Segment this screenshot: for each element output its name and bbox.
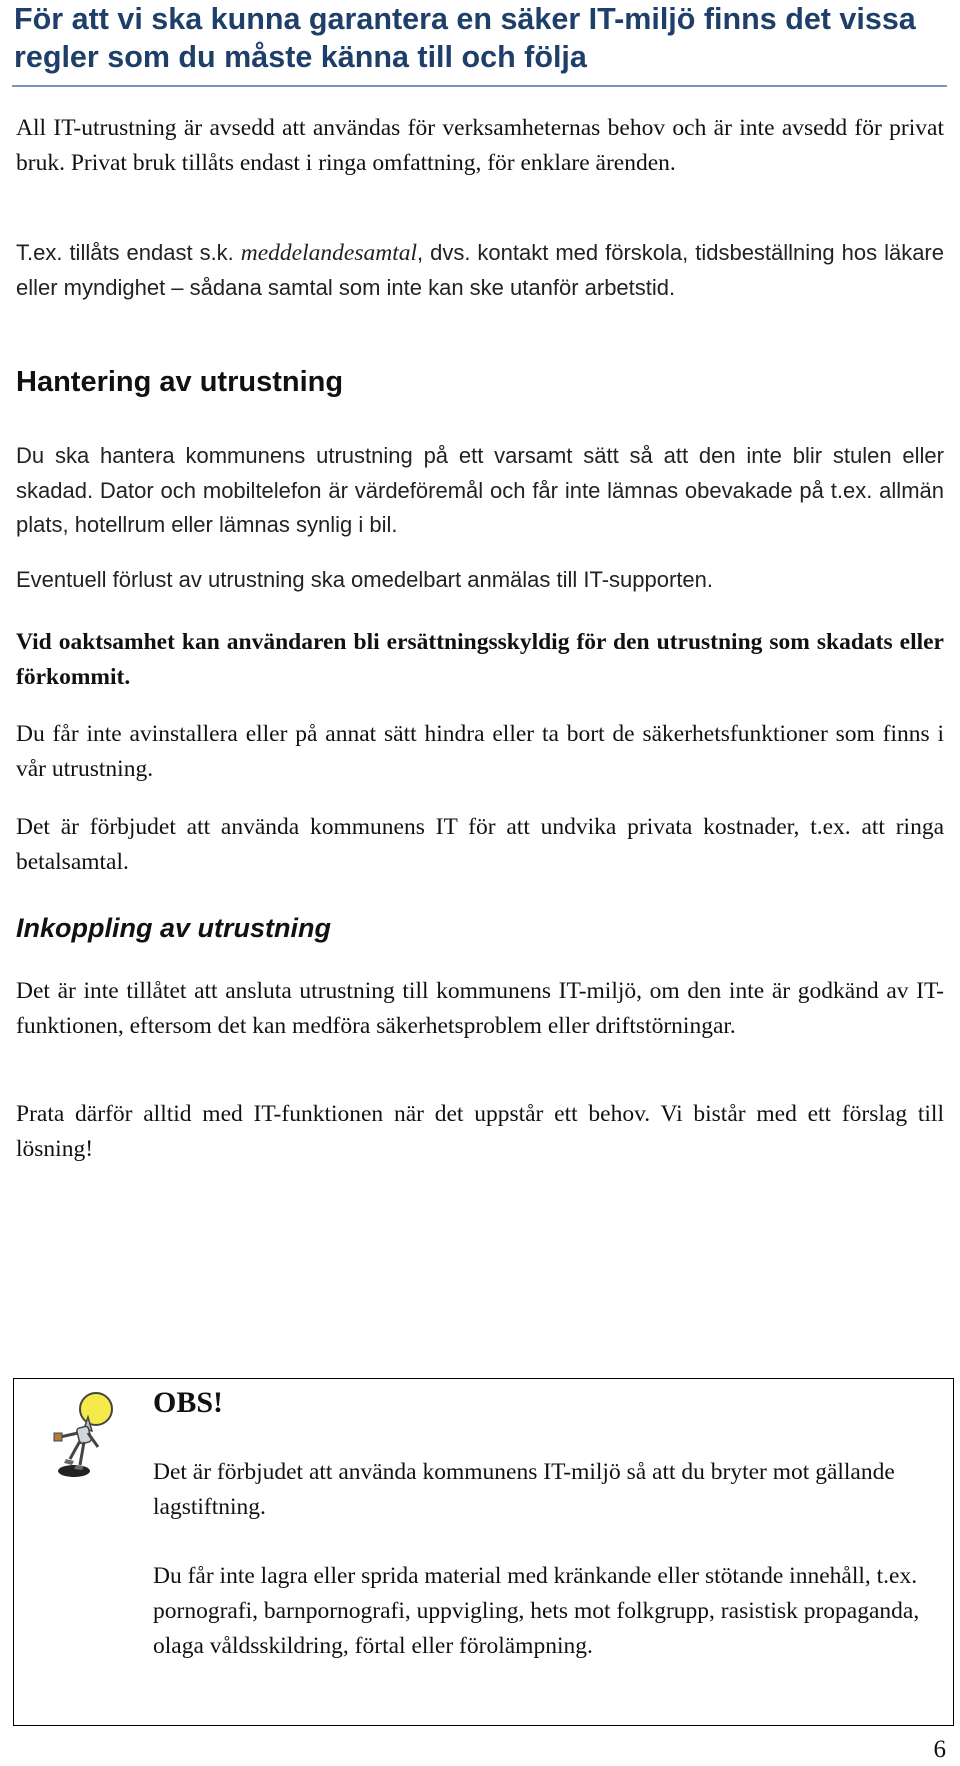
obs-offensive-content-paragraph: Du får inte lagra eller sprida material med kränkande eller stötande innehåll, t.ex. pornografi, barnpornografi, uppvigling, hets mot folkgrupp, rasistisk propaganda, olaga våldsskildring, förtal eller förolämpning. <box>153 1563 920 1659</box>
example-text-start: T.ex. tillåts endast s.k. <box>16 240 241 265</box>
intro-paragraph: All IT-utrustning är avsedd att användas för verksamheternas behov och är inte avsedd för privat bruk. Privat bruk tillåts endast i ringa omfattning, för enklare ärenden. <box>16 115 944 176</box>
page-number: 6 <box>933 1736 946 1763</box>
handling-paragraph: Du ska hantera kommunens utrustning på ett varsamt sätt så att den inte blir stulen eller skadad. Dator och mobiltelefon är värdeföremål och får inte lämnas obevakade på t.ex. allmän plats, hotellrum eller lämnas synlig i bil. <box>16 443 944 537</box>
liability-paragraph: Vid oaktsamhet kan användaren bli ersättningsskyldig för den utrustning som skadats eller förkommit. <box>16 629 944 690</box>
obs-heading: OBS! <box>153 1386 224 1419</box>
obs-notice-box <box>13 1378 954 1726</box>
loss-report-paragraph: Eventuell förlust av utrustning ska omedelbart anmälas till IT-supporten. <box>16 567 714 592</box>
title-divider <box>12 85 947 87</box>
private-costs-paragraph: Det är förbjudet att använda kommunens IT för att undvika privata kostnader, t.ex. att ringa betalsamtal. <box>16 814 944 875</box>
contact-it-paragraph: Prata därför alltid med IT-funktionen när det uppstår ett behov. Vi bistår med ett förslag till lösning! <box>16 1101 944 1162</box>
obs-law-paragraph: Det är förbjudet att använda kommunens IT-miljö så att du bryter mot gällande lagstiftning. <box>153 1459 895 1520</box>
example-text-end: , dvs. kontakt med förskola, tidsbeställning hos läkare eller myndighet – sådana samtal som inte kan ske utanför arbetstid. <box>16 240 944 300</box>
page-title: För att vi ska kunna garantera en säker IT-miljö finns det vissa regler som du måste känna till och följa <box>14 2 916 74</box>
connecting-paragraph: Det är inte tillåtet att ansluta utrustning till kommunens IT-miljö, om den inte är godkänd av IT-funktionen, eftersom det kan medföra säkerhetsproblem eller driftstörningar. <box>16 978 944 1039</box>
example-italic-term: meddelandesamtal <box>240 240 417 266</box>
section-heading-connecting: Inkoppling av utrustning <box>16 913 331 943</box>
example-paragraph <box>16 236 944 305</box>
section-heading-handling: Hantering av utrustning <box>16 366 344 398</box>
security-functions-paragraph: Du får inte avinstallera eller på annat sätt hindra eller ta bort de säkerhetsfunktioner som finns i vår utrustning. <box>16 721 944 782</box>
lightbulb-figure-icon <box>44 1387 128 1487</box>
